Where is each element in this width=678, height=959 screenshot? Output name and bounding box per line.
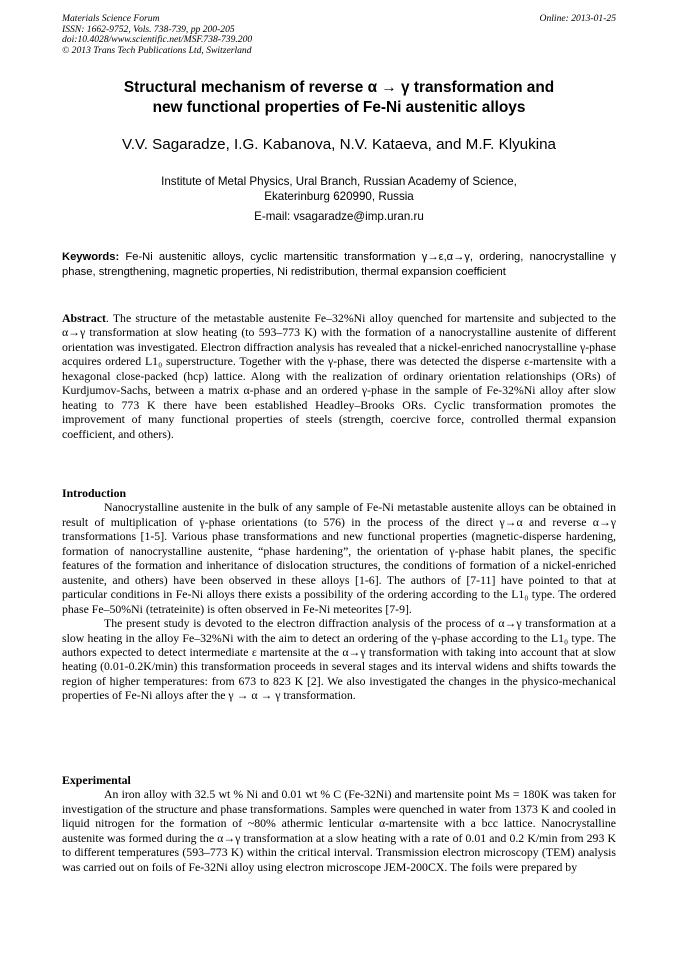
affiliation-line-2: Ekaterinburg 620990, Russia (264, 190, 414, 203)
keywords-text: Fe-Ni austenitic alloys, cyclic martensitic transformation γ→ε,α→γ, ordering, nanocrystalline γ phase, strengthening, magnetic properties, Ni redistribution, thermal expansion coefficient (62, 251, 616, 278)
journal-issn: ISSN: 1662-9752, Vols. 738-739, pp 200-205 (62, 23, 235, 35)
journal-name: Materials Science Forum (62, 13, 160, 24)
introduction-paragraph-1: Nanocrystalline austenite in the bulk of any sample of Fe-Ni metastable austenite alloys can be obtained in result of multiplication of γ-phase orientations (to 576) in the process of the direct γ→α and reverse α→γ transformations [1-5]. Various phase transformations and new functional properties (magnetic-disperse hardening, formation of nanocrystalline austenite, “phase hardening”, the orientation of γ-phase habit planes, the specific features of the formation and inheritance of dislocation structures, the conditions of formation of a nickel-enriched austenite, and others) have been observed in these alloys [1-6]. The authors of [7-11] have pointed to that at particular conditions in Fe-Ni alloys there exists a possibility of the ordering according to the L1₀ type. The ordered phase Fe–50%Ni (tetrateinite) is often observed in Fe-Ni meteorites [7-9]. (62, 500, 616, 616)
paper-title (62, 78, 616, 118)
journal-header (62, 14, 616, 56)
online-date: Online: 2013-01-25 (539, 13, 616, 24)
paper-authors: V.V. Sagaradze, I.G. Kabanova, N.V. Kataeva, and M.F. Klyukina (122, 136, 556, 153)
keywords (62, 250, 616, 280)
affiliation (62, 174, 616, 204)
paper-title-line-1: Structural mechanism of reverse α → γ transformation and (123, 79, 555, 96)
experimental-section (62, 773, 616, 874)
journal-copyright: © 2013 Trans Tech Publications Ltd, Switzerland (62, 44, 252, 56)
abstract-label: Abstract (62, 311, 106, 325)
experimental-paragraph-1: An iron alloy with 32.5 wt % Ni and 0.01 wt % C (Fe-32Ni) and martensite point Ms = 180K was taken for investigation of the structure and phase transformations. Samples were quenched in water from 1373 K and cooled in liquid nitrogen for the formation of ~80% athermic lenticular α-martensite with a bcc lattice. Nanocrystalline austenite was formed during the α→γ transformation at a slow heating with a rate of 0.01 and 0.2 K/min from 293 K to different temperatures (593–773 K) within the critical interval. Transmission electron microscopy (TEM) analysis was carried out on foils of Fe-32Ni alloy using electron microscope JEM-200CX. The foils were prepared by (62, 787, 616, 874)
keywords-label: Keywords: (62, 251, 120, 263)
affiliation-line-1: Institute of Metal Physics, Ural Branch, Russian Academy of Science, (161, 175, 517, 188)
abstract-text: . The structure of the metastable austenite Fe–32%Ni alloy quenched for martensite and subjected to the α→γ transformation at slow heating (to 593–773 K) with the formation of a nanocrystalline austenite of different orientation was investigated. Electron diffraction analysis has revealed that a nickel-enriched nanocrystalline γ-phase acquires ordered L1₀ superstructure. Together with the γ-phase, there was detected the disperse ε-martensite with a hexagonal close-packed (hcp) lattice. Along with the realization of ordinary orientation relationships (ORs) of Kurdjumov-Sachs, between a matrix α-phase and an ordered γ-phase in the sample of Fe-32%Ni alloy after slow heating to 773 K there have been established Headley–Brooks ORs. Cyclic transformation promotes the improvement of many functional properties of steels (strength, coercive force, controlled thermal expansion coefficient, and others). (62, 311, 616, 441)
journal-doi: doi:10.4028/www.scientific.net/MSF.738-739.200 (62, 34, 253, 46)
paper-title-line-2: new functional properties of Fe-Ni austenitic alloys (152, 99, 526, 116)
author-email: E-mail: vsagaradze@imp.uran.ru (254, 210, 424, 223)
introduction-paragraph-2: The present study is devoted to the electron diffraction analysis of the process of α→γ transformation at a slow heating in the alloy Fe–32%Ni with the aim to detect an ordering of the γ-phase according to the L1₀ type. The authors expected to detect intermediate ε martensite at the α→γ transformation with taking into account that at slow heating (0.01-0.2K/min) this transformation proceeds in several stages and its interval widens and shifts towards the region of higher temperatures: from 673 to 823 K [2]. We also investigated the changes in the physico-mechanical properties of Fe-Ni alloys after the γ → α → γ transformation. (62, 616, 616, 703)
introduction-section (62, 486, 616, 703)
introduction-heading: Introduction (62, 486, 127, 500)
experimental-heading: Experimental (62, 773, 131, 787)
abstract (62, 311, 616, 441)
